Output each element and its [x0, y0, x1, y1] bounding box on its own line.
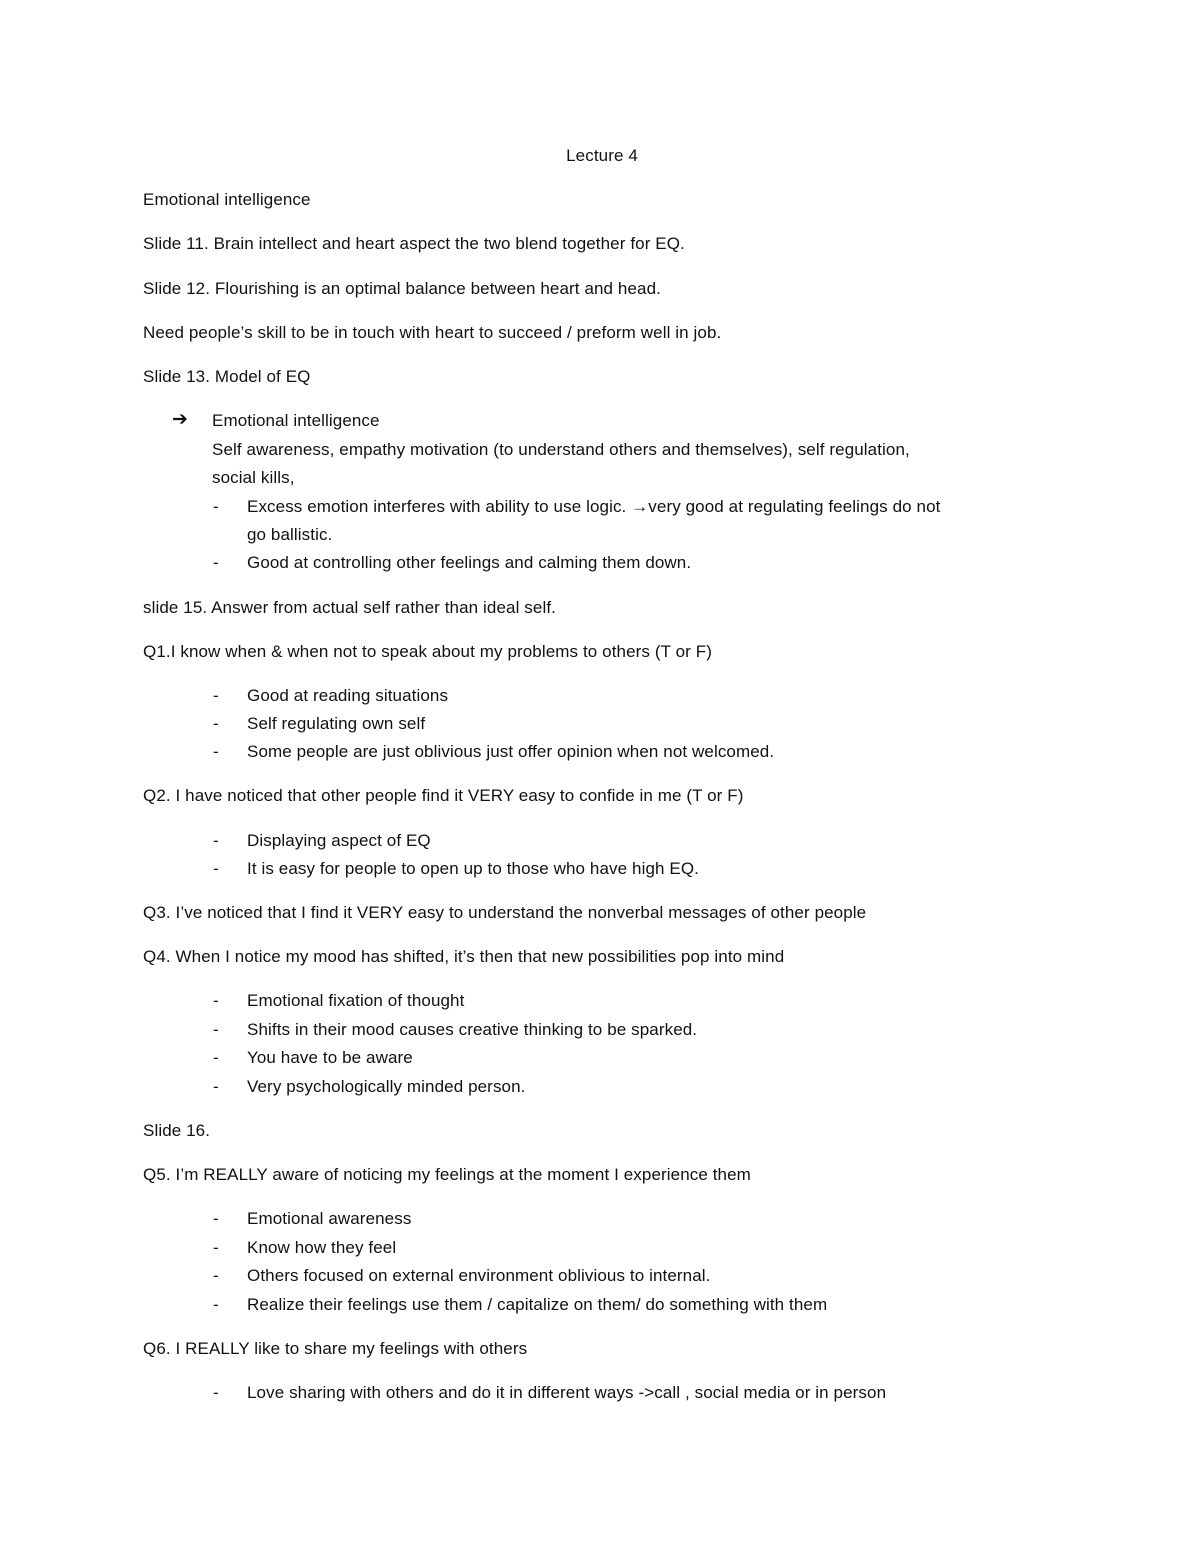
q2-text: Q2. I have noticed that other people find it VERY easy to confide in me (T or F) [143, 786, 744, 805]
dash-bullet: - [213, 1266, 219, 1285]
q2-bullet-2: It is easy for people to open up to those who have high EQ. [247, 859, 699, 878]
dash-bullet: - [213, 1238, 219, 1257]
heading: Emotional intelligence [143, 190, 311, 209]
slide-16-note: Slide 16. [143, 1121, 211, 1140]
ei-item-desc-line2: social kills, [212, 468, 295, 487]
q6-text: Q6. I REALLY like to share my feelings with others [143, 1339, 528, 1358]
dash-bullet: - [213, 553, 219, 572]
dash-bullet: - [213, 1295, 219, 1314]
q2-bullet-1: Displaying aspect of EQ [247, 831, 431, 850]
ei-item-desc-line1: Self awareness, empathy motivation (to understand others and themselves), self regulation, [212, 440, 910, 459]
slide-15-note: slide 15. Answer from actual self rather than ideal self. [143, 598, 556, 617]
dash-bullet: - [213, 1209, 219, 1228]
dash-bullet: - [213, 1077, 219, 1096]
arrow-right-icon: ➔ [172, 409, 188, 430]
ei-bullet-1-line1: Excess emotion interferes with ability to use logic. →very good at regulating feelings do not [247, 497, 941, 516]
dash-bullet: - [213, 859, 219, 878]
ei-bullet-1-line2: go ballistic. [247, 525, 333, 544]
q6-bullet-1: Love sharing with others and do it in different ways ->call , social media or in person [247, 1383, 887, 1402]
ei-bullet-2: Good at controlling other feelings and calming them down. [247, 553, 692, 572]
dash-bullet: - [213, 686, 219, 705]
slide-13-note: Slide 13. Model of EQ [143, 367, 311, 386]
dash-bullet: - [213, 1048, 219, 1067]
dash-bullet: - [213, 831, 219, 850]
q5-bullet-1: Emotional awareness [247, 1209, 412, 1228]
need-skill-note: Need people’s skill to be in touch with heart to succeed / preform well in job. [143, 323, 722, 342]
q4-text: Q4. When I notice my mood has shifted, it’s then that new possibilities pop into mind [143, 947, 785, 966]
page-title: Lecture 4 [566, 146, 638, 165]
q1-bullet-3: Some people are just oblivious just offer opinion when not welcomed. [247, 742, 775, 761]
dash-bullet: - [213, 1020, 219, 1039]
dash-bullet: - [213, 714, 219, 733]
q4-bullet-3: You have to be aware [247, 1048, 413, 1067]
dash-bullet: - [213, 742, 219, 761]
dash-bullet: - [213, 497, 219, 516]
q4-bullet-2: Shifts in their mood causes creative thinking to be sparked. [247, 1020, 698, 1039]
dash-bullet: - [213, 1383, 219, 1402]
q5-bullet-4: Realize their feelings use them / capitalize on them/ do something with them [247, 1295, 828, 1314]
slide-11-note: Slide 11. Brain intellect and heart aspect the two blend together for EQ. [143, 234, 685, 253]
q5-bullet-2: Know how they feel [247, 1238, 397, 1257]
dash-bullet: - [213, 991, 219, 1010]
slide-12-note: Slide 12. Flourishing is an optimal balance between heart and head. [143, 279, 661, 298]
q1-text: Q1.I know when & when not to speak about my problems to others (T or F) [143, 642, 712, 661]
q3-text: Q3. I’ve noticed that I find it VERY easy to understand the nonverbal messages of other people [143, 903, 867, 922]
ei-item-label: Emotional intelligence [212, 411, 380, 430]
q1-bullet-2: Self regulating own self [247, 714, 426, 733]
q4-bullet-1: Emotional fixation of thought [247, 991, 465, 1010]
q5-bullet-3: Others focused on external environment oblivious to internal. [247, 1266, 711, 1285]
q1-bullet-1: Good at reading situations [247, 686, 449, 705]
q5-text: Q5. I’m REALLY aware of noticing my feelings at the moment I experience them [143, 1165, 751, 1184]
q4-bullet-4: Very psychologically minded person. [247, 1077, 526, 1096]
